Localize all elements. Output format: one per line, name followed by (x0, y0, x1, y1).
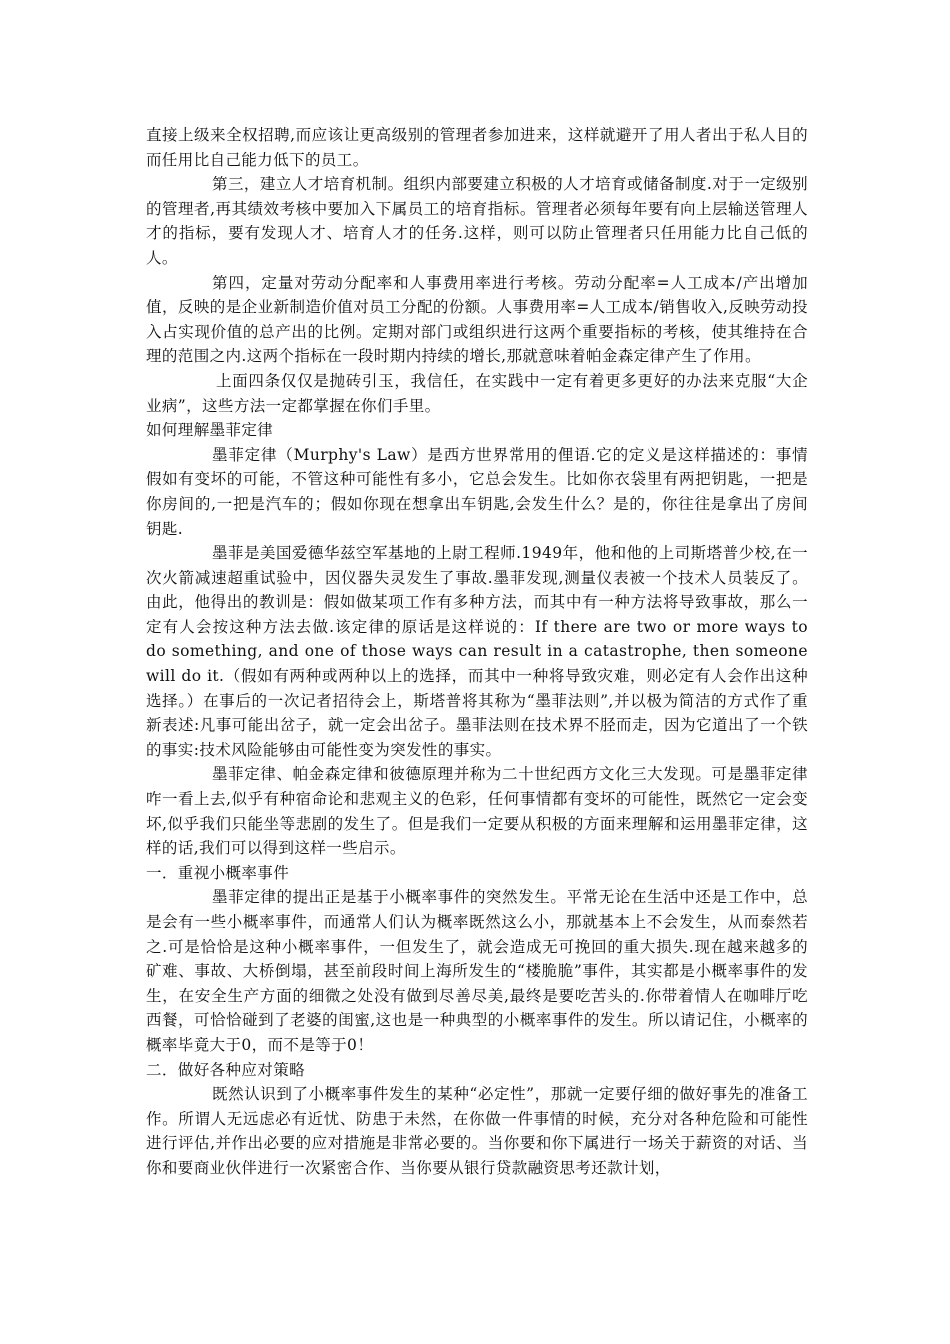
subheading-small-probability: 一．重视小概率事件 (146, 863, 290, 882)
paragraph-three-discoveries: 墨菲定律、帕金森定律和彼德原理并称为二十世纪西方文化三大发现。可是墨菲定律咋一看上去,似乎有种宿命论和悲观主义的色彩，任何事情都有变坏的可能性，既然它一定会变坏,似乎我们只能坐等悲剧的发生了。但是我们一定要从积极的方面来理解和运用墨菲定律，这样的话,我们可以得到这样一些启示。 (146, 765, 808, 858)
paragraph-response-strategies: 既然认识到了小概率事件发生的某种“必定性”，那就一定要仔细的做好事先的准备工作。所谓人无远虑必有近忧、防患于未然，在你做一件事情的时候，充分对各种危险和可能性进行评估,并作出必要的应对措施是非常必要的。当你要和你下属进行一场关于薪资的对话、当你和要商业伙伴进行一次紧密合作、当你要从银行贷款融资思考还款计划， (146, 1085, 808, 1177)
paragraph-fourth-measure: 第四，定量对劳动分配率和人事费用率进行考核。劳动分配率=人工成本/产出增加值，反映的是企业新制造价值对员工分配的份额。人事费用率=人工成本/销售收入,反映劳动投入占实现价值的总产出的比例。定期对部门或组织进行这两个重要指标的考核，使其维持在合理的范围之内.这两个指标在一段时期内持续的增长,那就意味着帕金森定律产生了作用。 (146, 273, 808, 366)
paragraph-murphy-origin: 墨菲是美国爱德华兹空军基地的上尉工程师.1949年，他和他的上司斯塔普少校,在一次火箭减速超重试验中，因仪器失灵发生了事故.墨菲发现,测量仪表被一个技术人员装反了。由此，他得出的教训是：假如做某项工作有多种方法，而其中有一种方法将导致事故，那么一定有人会按这种方法去做.该定律的原话是这样说的：If there are two or more ways to do something, and one of those ways can result in a catastrophe, then someone will do it.（假如有两种或两种以上的选择，而其中一种将导致灾难，则必定有人会作出这种选择。）在事后的一次记者招待会上，斯塔普将其称为“墨菲法则”,并以极为简洁的方式作了重新表述:凡事可能出岔子，就一定会出岔子。墨菲法则在技术界不胫而走，因为它道出了一个铁的事实:技术风险能够由可能性变为突发性的事实。 (146, 544, 808, 759)
section-heading-murphy: 如何理解墨菲定律 (146, 421, 274, 440)
document-body (146, 123, 808, 1181)
subheading-response-strategies: 二．做好各种应对策略 (146, 1060, 306, 1079)
paragraph-summary: 上面四条仅仅是抛砖引玉，我信任，在实践中一定有着更多更好的办法来克服“大企业病”，这些方法一定都掌握在你们手里。 (146, 371, 808, 415)
paragraph-third-measure: 第三，建立人才培育机制。组织内部要建立积极的人才培育或储备制度.对于一定级别的管理者,再其绩效考核中要加入下属员工的培育指标。管理者必须每年要有向上层输送管理人才的指标，要有发现人才、培育人才的任务.这样，则可以防止管理者只任用能力比自己低的人。 (146, 175, 808, 267)
paragraph-murphy-definition: 墨菲定律（Murphy's Law）是西方世界常用的俚语.它的定义是这样描述的：事情假如有变坏的可能，不管这种可能性有多小，它总会发生。比如你衣袋里有两把钥匙，一把是你房间的,一把是汽车的；假如你现在想拿出车钥匙,会发生什么？是的，你往往是拿出了房间钥匙. (146, 445, 808, 538)
paragraph-small-probability: 墨菲定律的提出正是基于小概率事件的突然发生。平常无论在生活中还是工作中，总是会有一些小概率事件，而通常人们认为概率既然这么小，那就基本上不会发生，从而泰然若之.可是恰恰是这种小概率事件，一但发生了，就会造成无可挽回的重大损失.现在越来越多的矿难、事故、大桥倒塌，甚至前段时间上海所发生的“楼脆脆”事件，其实都是小概率事件的发生，在安全生产方面的细微之处没有做到尽善尽美,最终是要吃苦头的.你带着情人在咖啡厅吃西餐，可恰恰碰到了老婆的闺蜜,这也是一种典型的小概率事件的发生。所以请记住，小概率的概率毕竟大于0，而不是等于0！ (146, 888, 808, 1054)
paragraph-continuation: 直接上级来全权招聘,而应该让更高级别的管理者参加进来，这样就避开了用人者出于私人目的而任用比自己能力低下的员工。 (146, 126, 808, 169)
